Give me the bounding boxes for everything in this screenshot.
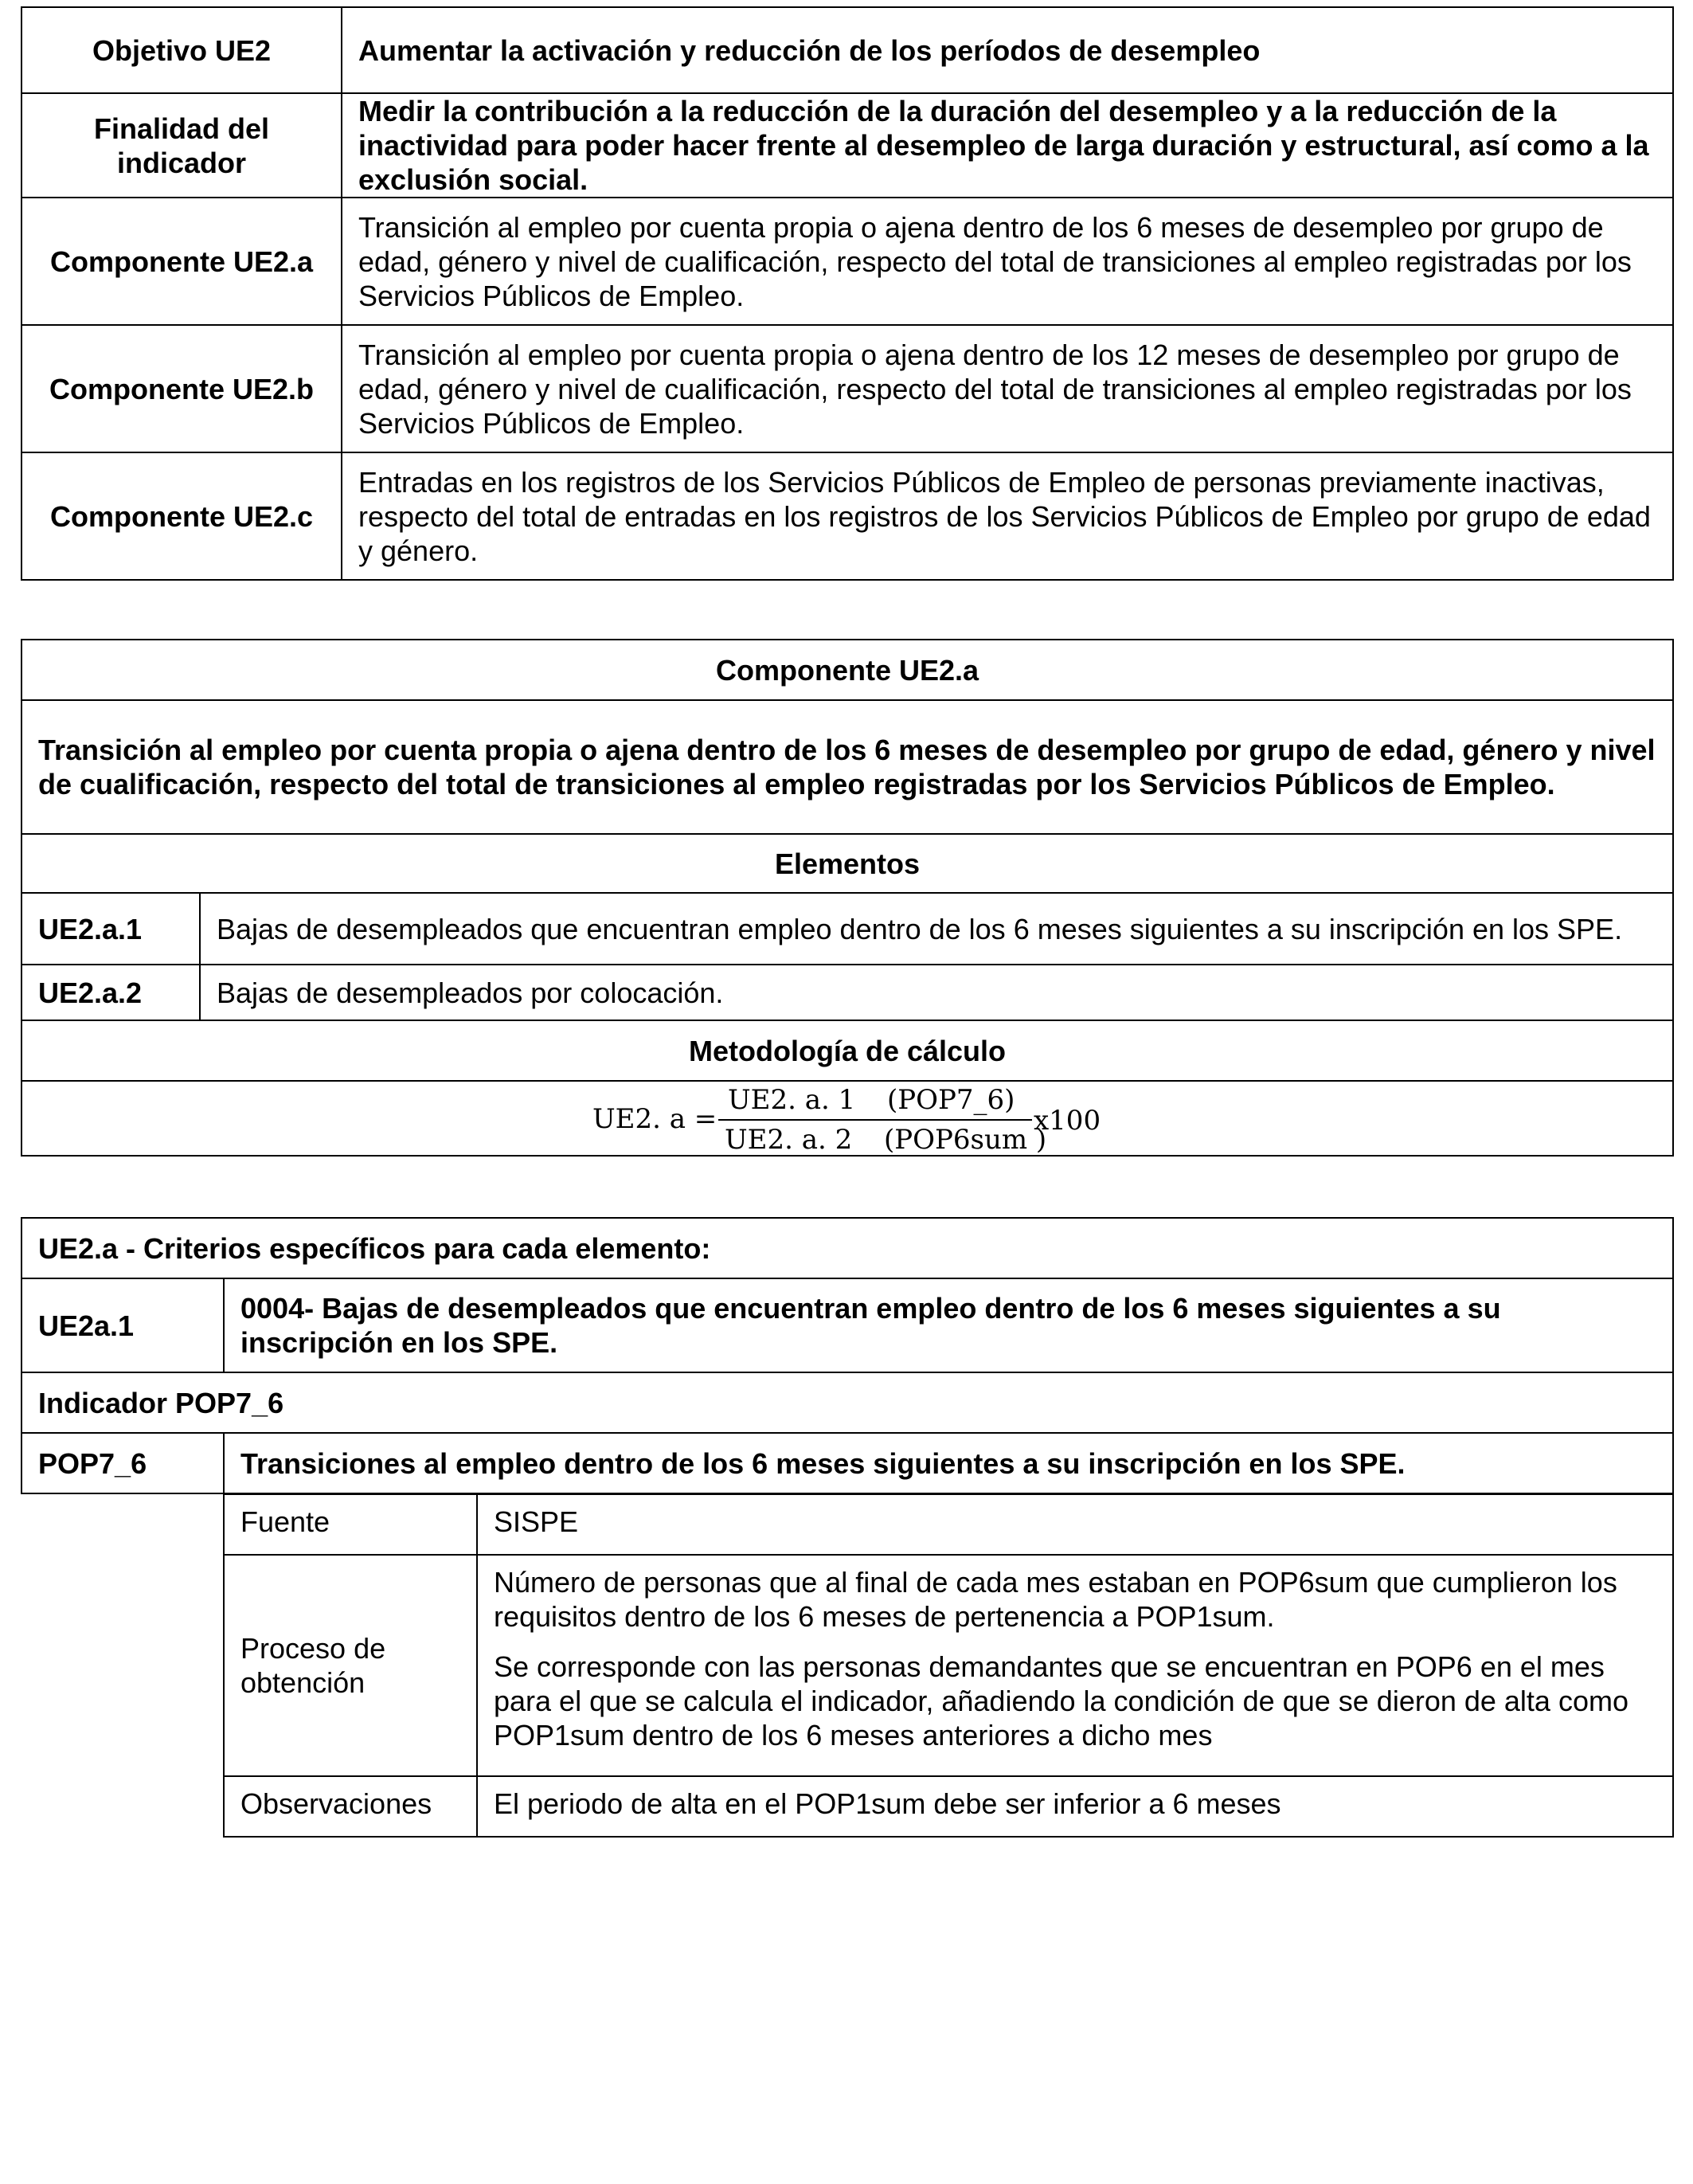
- pop-text: Transiciones al empleo dentro de los 6 meses siguientes a su inscripción en los SPE.: [224, 1433, 1673, 1493]
- finalidad-value: Medir la contribución a la reducción de la duración del desempleo y a la reducción de la inactividad para poder hacer frente al desempleo de larga duración y estructural, así como a la exclusión social.: [342, 93, 1673, 198]
- observaciones-value: El periodo de alta en el POP1sum debe ser inferior a 6 meses: [477, 1776, 1673, 1837]
- componente-b-label: Componente UE2.b: [22, 325, 342, 452]
- objetivo-value: Aumentar la activación y reducción de los períodos de desempleo: [342, 7, 1673, 93]
- elemento-code: UE2.a.1: [22, 893, 200, 965]
- componente-a-value: Transición al empleo por cuenta propia o ajena dentro de los 6 meses de desempleo por grupo de edad, género y nivel de cualificación, respecto del total de transiciones al empleo registradas por los Servicios Públicos de Empleo.: [342, 198, 1673, 325]
- finalidad-label: Finalidad del indicador: [22, 93, 342, 198]
- elemento-text: Bajas de desempleados por colocación.: [200, 965, 1673, 1020]
- formula-lhs: UE2. a =: [592, 1103, 717, 1135]
- criterios-title: UE2.a - Criterios específicos para cada elemento:: [22, 1218, 1673, 1278]
- pop-code: POP7_6: [22, 1433, 224, 1493]
- elemento-text: Bajas de desempleados que encuentran empleo dentro de los 6 meses siguientes a su inscripción en los SPE.: [200, 893, 1673, 965]
- observaciones-label: Observaciones: [224, 1776, 477, 1837]
- formula-denominator-code: UE2. a. 2: [725, 1124, 853, 1155]
- formula: [592, 1082, 1102, 1155]
- proceso-paragraph-1: Número de personas que al final de cada mes estaban en POP6sum que cumplieron los requisitos dentro de los 6 meses de pertenencia a POP1sum.: [494, 1566, 1617, 1633]
- componente-a-label: Componente UE2.a: [22, 198, 342, 325]
- formula-numerator-indicator: (POP7_6): [887, 1084, 1015, 1116]
- criterio-elem-code: UE2a.1: [22, 1278, 224, 1372]
- componente-c-label: Componente UE2.c: [22, 452, 342, 580]
- componente-c-value: Entradas en los registros de los Servicios Públicos de Empleo de personas previamente inactivas, respecto del total de entradas en los registros de los Servicios Públicos de Empleo por grupo de edad y género.: [342, 452, 1673, 580]
- criterios-table: [21, 1217, 1674, 1494]
- fuente-label: Fuente: [224, 1494, 477, 1555]
- formula-numerator-code: UE2. a. 1: [728, 1084, 856, 1116]
- proceso-label: Proceso de obtención: [224, 1555, 477, 1776]
- elementos-header: Elementos: [22, 834, 1673, 893]
- formula-denominator-indicator: (POP6sum ): [884, 1124, 1047, 1155]
- componente-b-value: Transición al empleo por cuenta propia o ajena dentro de los 12 meses de desempleo por grupo de edad, género y nivel de cualificación, respecto del total de transiciones al empleo registradas por los Servicios Públicos de Empleo.: [342, 325, 1673, 452]
- fuente-value: SISPE: [477, 1494, 1673, 1555]
- comp-a-title: Componente UE2.a: [22, 640, 1673, 700]
- proceso-value: [477, 1555, 1673, 1776]
- criterio-elem-text: 0004- Bajas de desempleados que encuentran empleo dentro de los 6 meses siguientes a su inscripción en los SPE.: [224, 1278, 1673, 1372]
- metodologia-header: Metodología de cálculo: [22, 1020, 1673, 1081]
- formula-factor: x100: [1034, 1105, 1101, 1137]
- indicador-label: Indicador POP7_6: [22, 1372, 1673, 1433]
- objetivo-table: [21, 6, 1674, 581]
- objetivo-label: Objetivo UE2: [22, 7, 342, 93]
- comp-a-description: Transición al empleo por cuenta propia o ajena dentro de los 6 meses de desempleo por grupo de edad, género y nivel de cualificación, respecto del total de transiciones al empleo registradas por los Servicios Públicos de Empleo.: [22, 700, 1673, 834]
- formula-cell: [22, 1081, 1673, 1156]
- proceso-paragraph-2: Se corresponde con las personas demandantes que se encuentran en POP6 en el mes para el que se calcula el indicador, añadiendo la condición de que se dieron de alta como POP1sum dentro de los 6 meses anteriores a dicho mes: [494, 1650, 1628, 1752]
- detalle-table: [223, 1493, 1674, 1838]
- componente-a-table: [21, 639, 1674, 1157]
- elemento-code: UE2.a.2: [22, 965, 200, 1020]
